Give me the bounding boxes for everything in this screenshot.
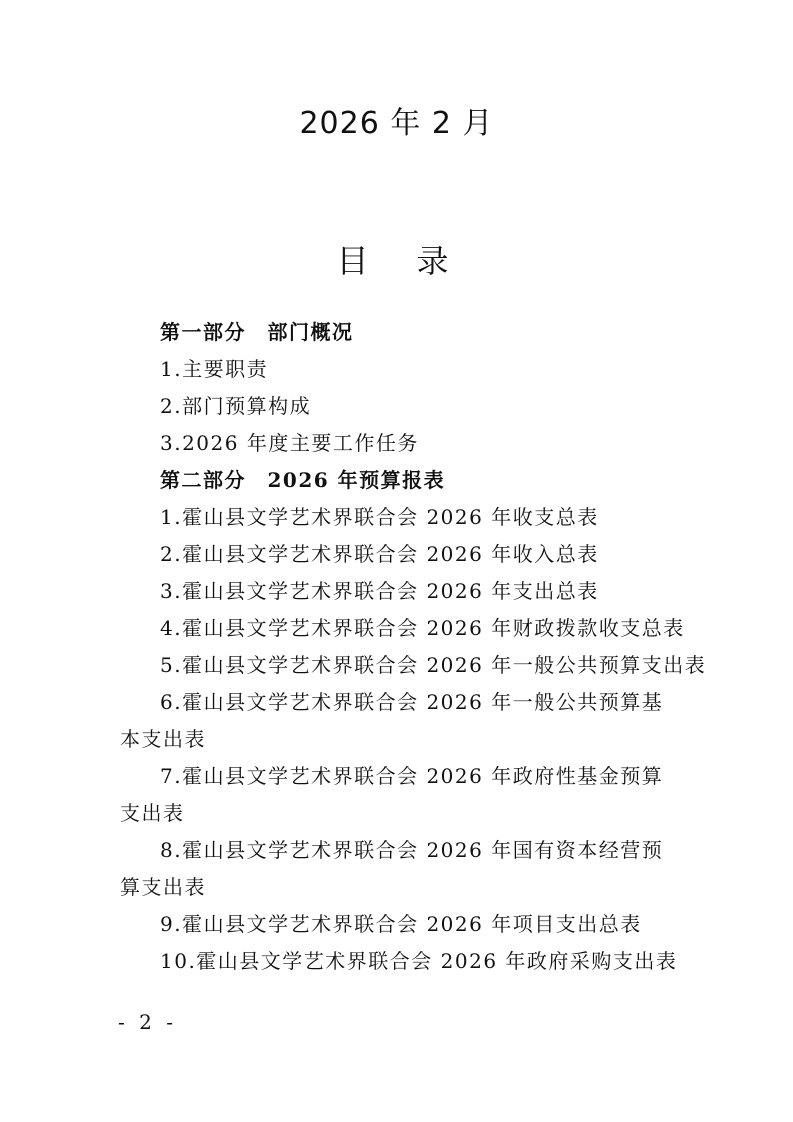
toc-title: 目 录	[336, 242, 457, 280]
toc-item[interactable]: 9.霍山县文学艺术界联合会 2026 年项目支出总表	[160, 912, 642, 936]
toc-item[interactable]: 1.主要职责	[160, 357, 269, 381]
toc-item[interactable]: 6.霍山县文学艺术界联合会 2026 年一般公共预算基本支出表	[120, 690, 664, 751]
toc-item[interactable]: 1.霍山县文学艺术界联合会 2026 年收支总表	[160, 505, 599, 529]
toc-item[interactable]: 2.部门预算构成	[160, 394, 312, 418]
toc-item[interactable]: 2.霍山县文学艺术界联合会 2026 年收入总表	[160, 542, 599, 566]
page-number: - 2 -	[118, 1010, 177, 1034]
toc-item[interactable]: 8.霍山县文学艺术界联合会 2026 年国有资本经营预算支出表	[120, 838, 664, 899]
toc-section-heading[interactable]: 第一部分 部门概况	[160, 320, 354, 344]
toc-section-heading[interactable]: 第二部分 2026 年预算报表	[160, 468, 446, 492]
table-of-contents	[120, 314, 707, 980]
toc-item[interactable]: 3.霍山县文学艺术界联合会 2026 年支出总表	[160, 579, 599, 603]
toc-item[interactable]: 3.2026 年度主要工作任务	[160, 431, 419, 455]
toc-item[interactable]: 4.霍山县文学艺术界联合会 2026 年财政拨款收支总表	[160, 616, 685, 640]
toc-item[interactable]: 10.霍山县文学艺术界联合会 2026 年政府采购支出表	[160, 949, 678, 973]
toc-item[interactable]: 5.霍山县文学艺术界联合会 2026 年一般公共预算支出表	[160, 653, 707, 677]
document-date: 2026 年 2 月	[299, 106, 494, 141]
toc-item[interactable]: 7.霍山县文学艺术界联合会 2026 年政府性基金预算支出表	[120, 764, 664, 825]
